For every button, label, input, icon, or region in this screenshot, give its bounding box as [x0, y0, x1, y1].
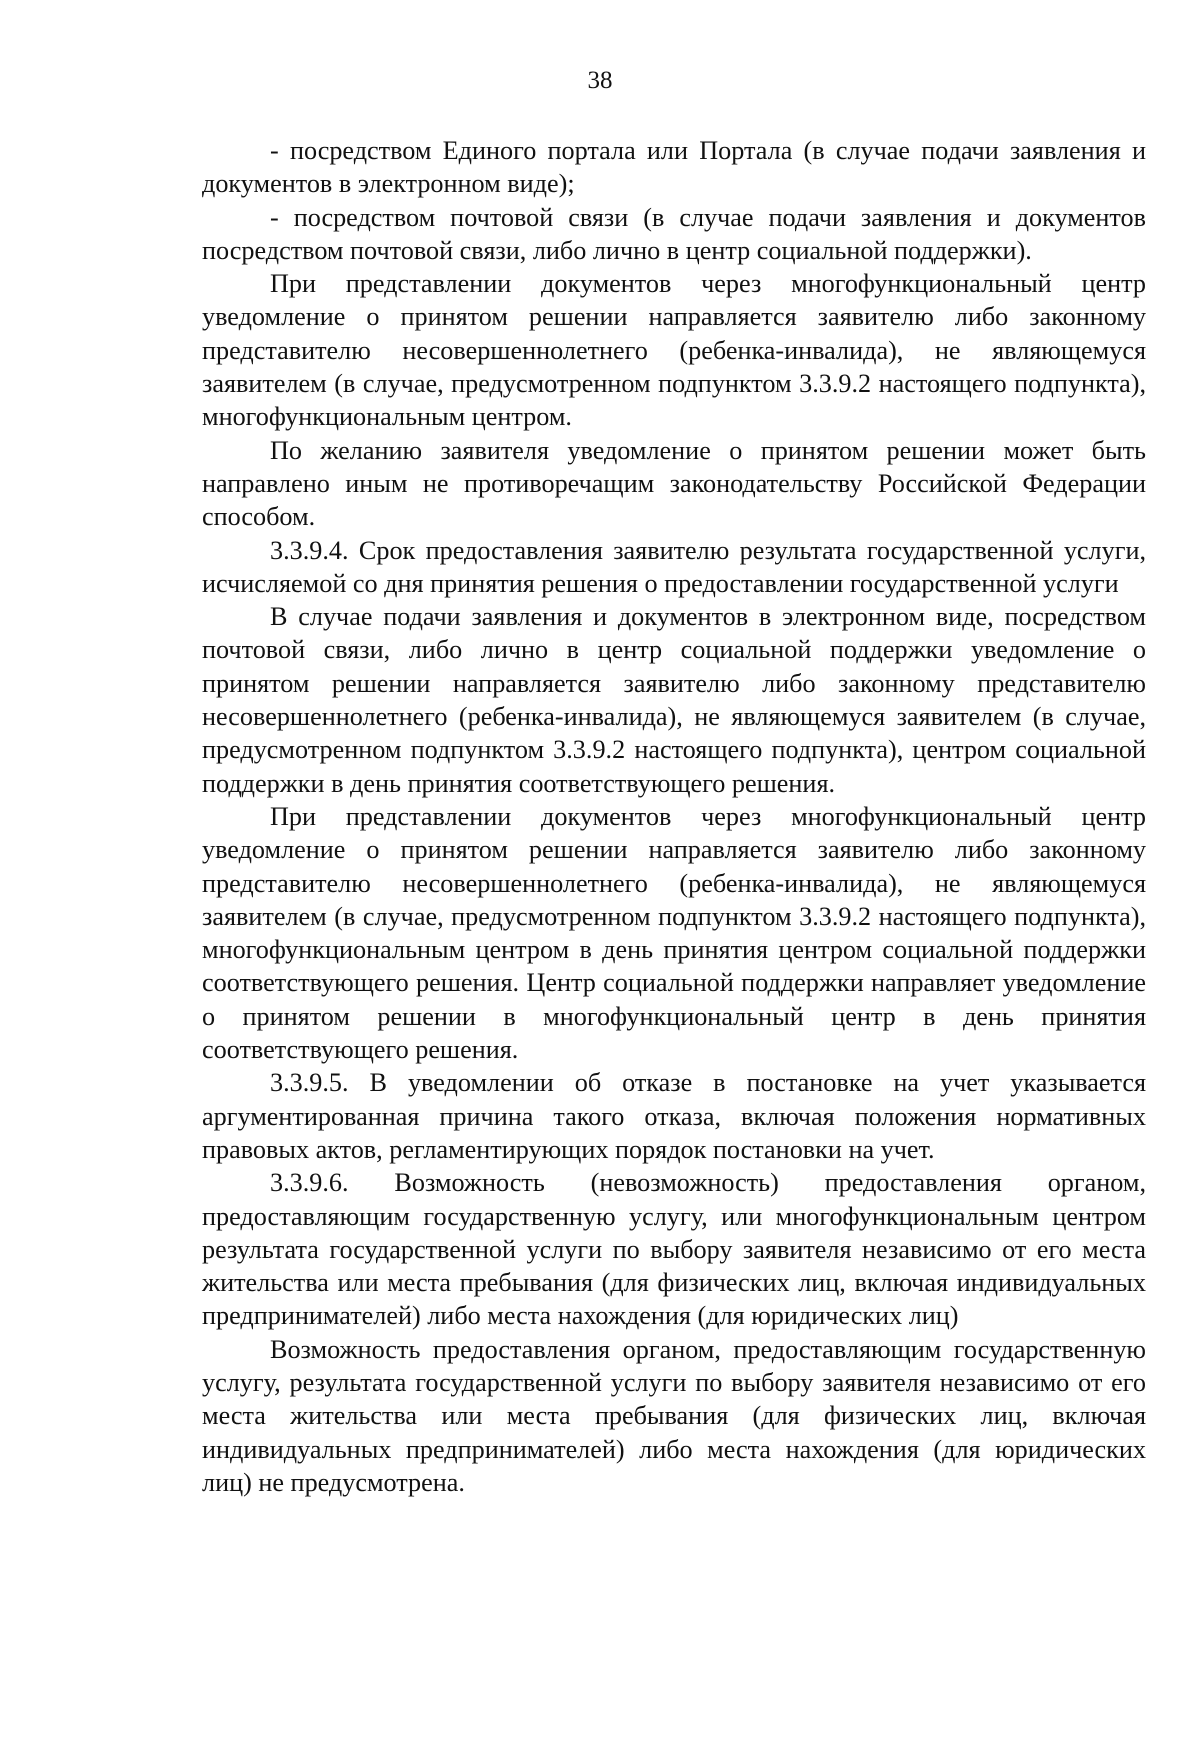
paragraph-6: В случае подачи заявления и документов в электронном виде, посредством почтовой связи, либо лично в центр социальной поддержки уведомление о принятом решении направляется заявителю либо законному представителю несовершеннолетнего (ребенка-инвалида), не являющемуся заявителем (в случае, предусмотренном подпунктом 3.3.9.2 настоящего подпункта), центром социальной поддержки в день принятия соответствующего решения.	[202, 602, 1146, 798]
paragraph-10: Возможность предоставления органом, предоставляющим государственную услугу, результата государственной услуги по выбору заявителя независимо от его места жительства или места пребывания (для физических лиц, включая индивидуальных предпринимателей) либо места нахождения (для юридических лиц) не предусмотрена.	[202, 1334, 1146, 1497]
document-body	[202, 134, 1146, 1499]
paragraph-7: При представлении документов через многофункциональный центр уведомление о принятом решении направляется заявителю либо законному представителю несовершеннолетнего (ребенка-инвалида), не являющемуся заявителем (в случае, предусмотренном подпунктом 3.3.9.2 настоящего подпункта), многофункциональным центром в день принятия центром социальной поддержки соответствующего решения. Центр социальной поддержки направляет уведомление о принятом решении в многофункциональный центр в день принятия соответствующего решения.	[202, 801, 1146, 1065]
paragraph-5: 3.3.9.4. Срок предоставления заявителю результата государственной услуги, исчисляемой со дня принятия решения о предоставлении государственной услуги	[202, 535, 1146, 598]
paragraph-8: 3.3.9.5. В уведомлении об отказе в постановке на учет указывается аргументированная причина такого отказа, включая положения нормативных правовых актов, регламентирующих порядок постановки на учет.	[202, 1068, 1146, 1164]
page-number: 38	[587, 67, 613, 94]
paragraph-4: По желанию заявителя уведомление о принятом решении может быть направлено иным не противоречащим законодательству Российской Федерации способом.	[202, 435, 1146, 532]
paragraph-2: - посредством почтовой связи (в случае подачи заявления и документов посредством почтовой связи, либо лично в центр социальной поддержки).	[202, 202, 1146, 265]
paragraph-9: 3.3.9.6. Возможность (невозможность) предоставления органом, предоставляющим государственную услугу, или многофункциональным центром результата государственной услуги по выбору заявителя независимо от его места жительства или места пребывания (для физических лиц, включая индивидуальных предпринимателей) либо места нахождения (для юридических лиц)	[202, 1168, 1146, 1331]
paragraph-3: При представлении документов через многофункциональный центр уведомление о принятом решении направляется заявителю либо законному представителю несовершеннолетнего (ребенка-инвалида), не являющемуся заявителем (в случае, предусмотренном подпунктом 3.3.9.2 настоящего подпункта), многофункциональным центром.	[202, 269, 1146, 432]
paragraph-1: - посредством Единого портала или Портала (в случае подачи заявления и документов в электронном виде);	[202, 136, 1146, 199]
